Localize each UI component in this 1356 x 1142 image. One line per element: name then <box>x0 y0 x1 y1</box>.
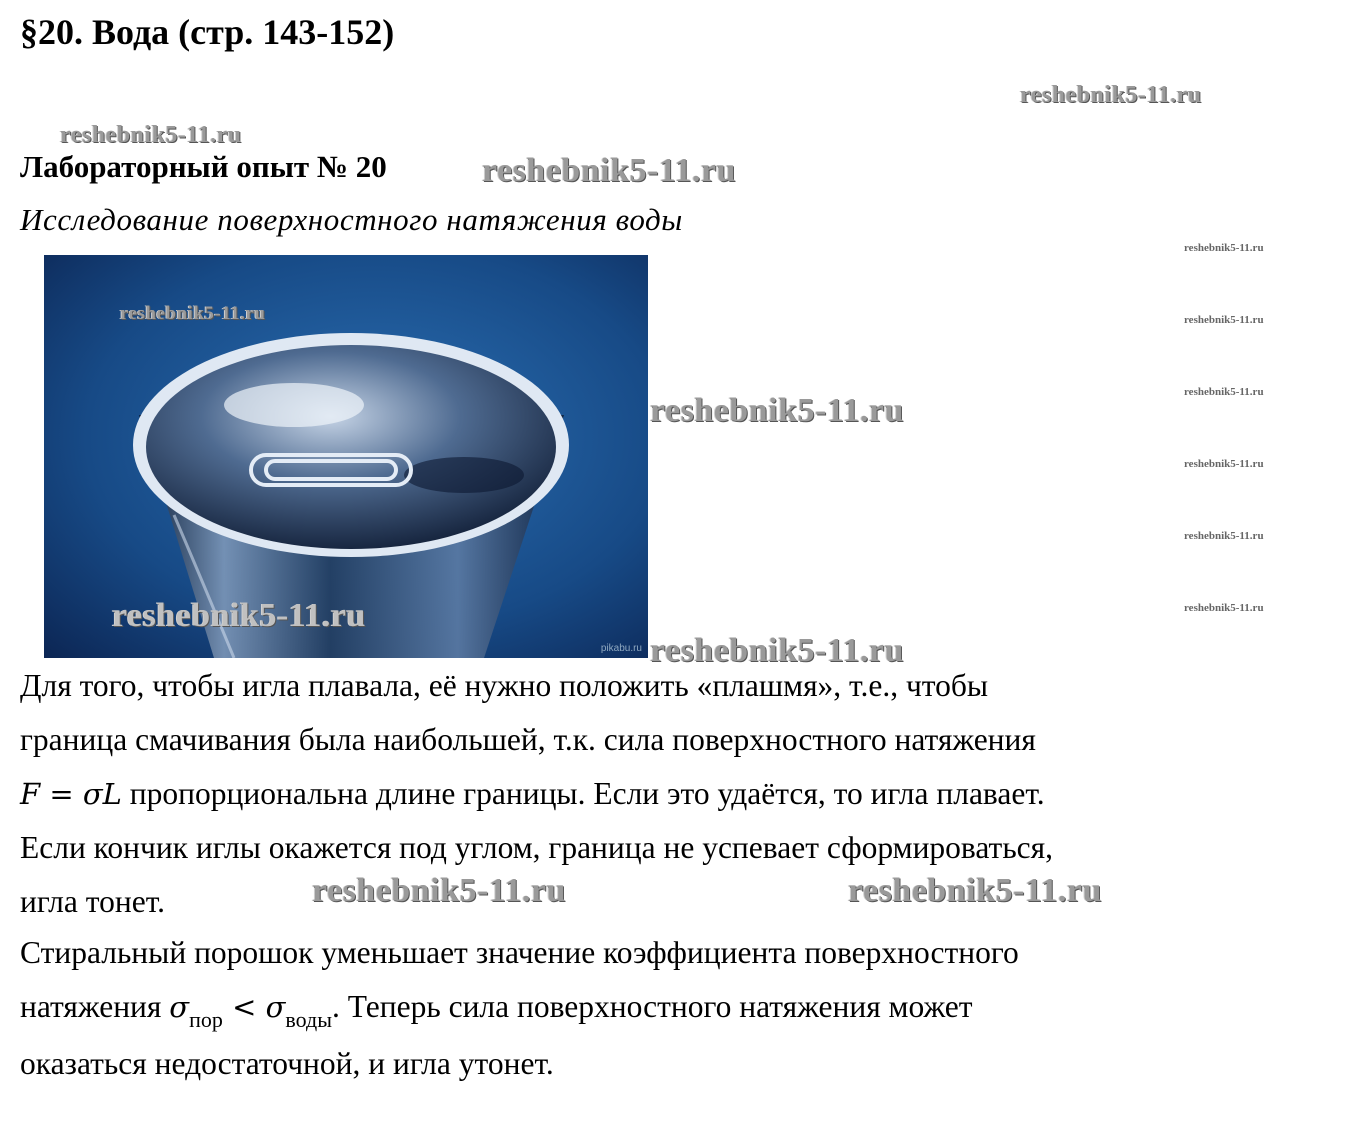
text-fragment: пропорциональна длине границы. Если это удаётся, то игла плавает. <box>121 776 1045 811</box>
glass-water-paperclip-photo <box>44 255 648 658</box>
watermark: reshebnik5-11.ru <box>312 872 566 909</box>
subscript-vody: воды <box>285 1007 332 1032</box>
page-title: §20. Вода (стр. 143-152) <box>20 12 395 52</box>
watermark: reshebnik5-11.ru <box>482 152 736 189</box>
watermark: reshebnik5-11.ru <box>120 303 266 324</box>
subscript-por: пор <box>189 1007 223 1032</box>
watermark: reshebnik5-11.ru <box>1020 82 1202 108</box>
text-line <box>20 767 1053 821</box>
lab-subtitle: Исследование поверхностного натяжения воды <box>20 202 683 237</box>
text-line: Для того, чтобы игла плавала, её нужно положить «плашмя», т.е., чтобы <box>20 668 989 703</box>
text-line: оказаться недостаточной, и игла утонет. <box>20 1046 554 1081</box>
watermark: reshebnik5-11.ru <box>1184 458 1264 470</box>
text-line: Стиральный порошок уменьшает значение коэффициента поверхностного <box>20 935 1019 970</box>
sigma-symbol: σ <box>169 990 190 1024</box>
watermark: reshebnik5-11.ru <box>650 392 904 429</box>
text-line: игла тонет. <box>20 884 165 919</box>
watermark: reshebnik5-11.ru <box>1184 242 1264 254</box>
watermark: reshebnik5-11.ru <box>112 597 366 634</box>
less-than-symbol: < <box>222 990 266 1024</box>
watermark: reshebnik5-11.ru <box>1184 314 1264 326</box>
text-fragment: натяжения <box>20 989 170 1024</box>
watermark: reshebnik5-11.ru <box>1184 530 1264 542</box>
explanation-paragraph-2 <box>20 926 1019 1091</box>
text-line: граница смачивания была наибольшей, т.к. сила поверхностного натяжения <box>20 722 1036 757</box>
text-line: Если кончик иглы окажется под углом, граница не успевает сформироваться, <box>20 830 1054 865</box>
photo-credit: pikabu.ru <box>600 643 642 654</box>
text-line <box>20 980 1019 1037</box>
watermark: reshebnik5-11.ru <box>60 122 242 148</box>
text-fragment: . Теперь сила поверхностного натяжения может <box>331 989 973 1024</box>
watermark: reshebnik5-11.ru <box>1184 386 1264 398</box>
formula-surface-tension: F = σL <box>20 777 122 811</box>
watermark: reshebnik5-11.ru <box>1184 602 1264 614</box>
lab-title: Лабораторный опыт № 20 <box>20 149 387 184</box>
sigma-symbol: σ <box>265 990 286 1024</box>
watermark: reshebnik5-11.ru <box>848 872 1102 909</box>
watermark: reshebnik5-11.ru <box>650 632 904 669</box>
